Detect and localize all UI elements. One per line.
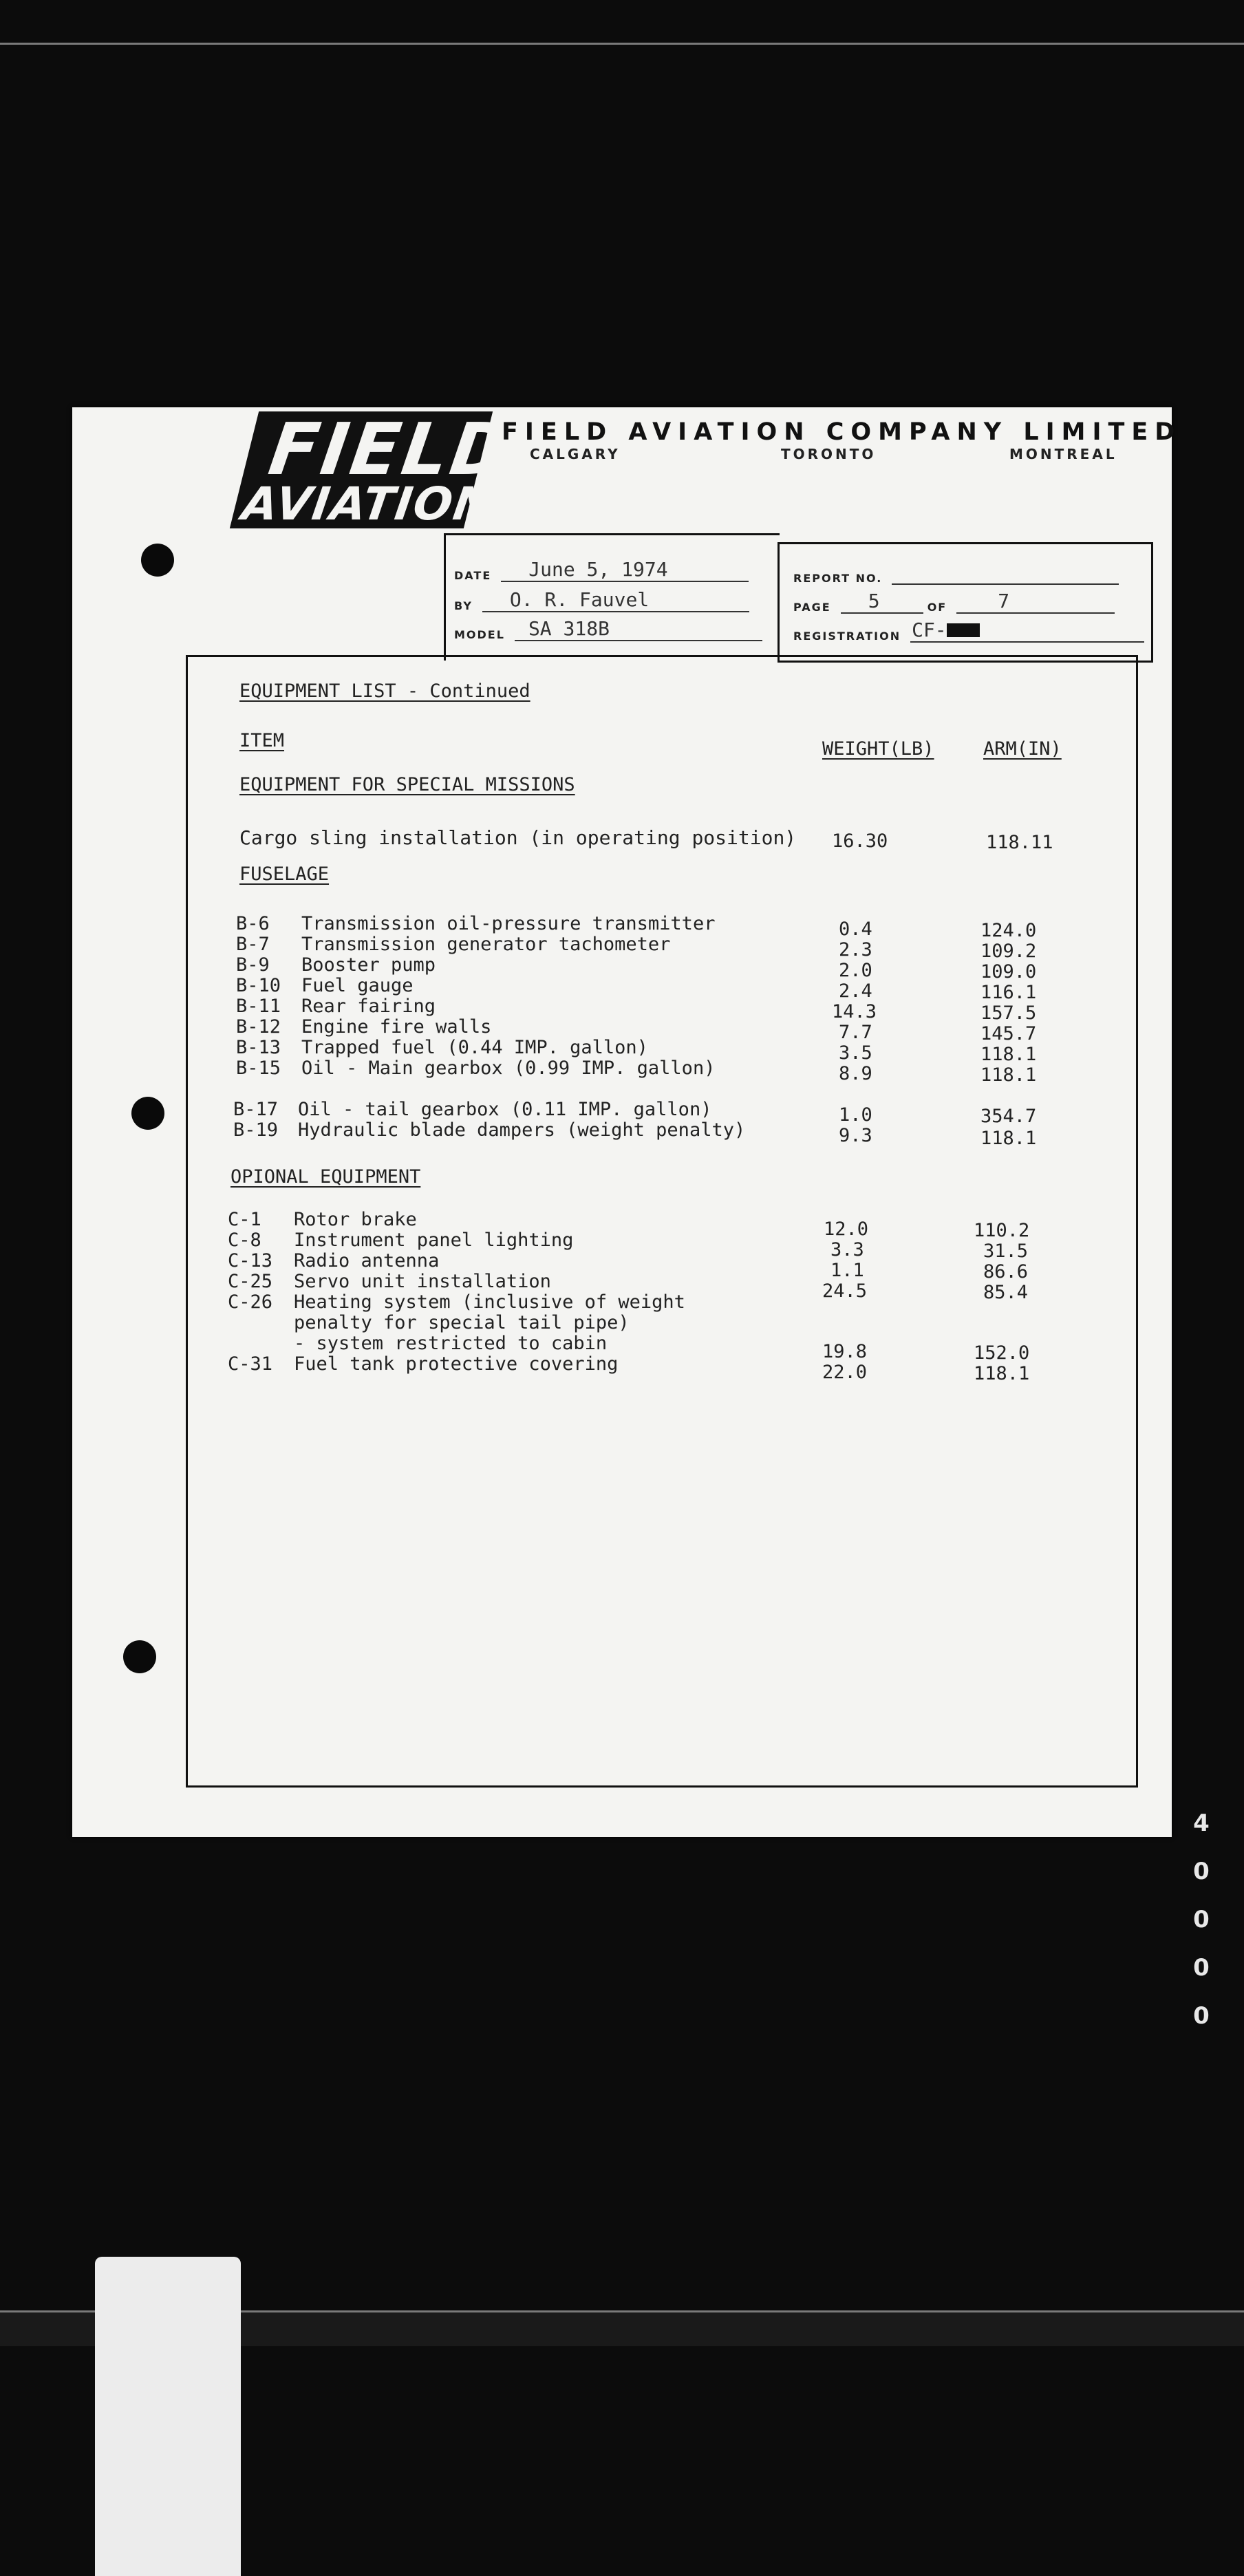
redaction-mark [947,623,980,637]
item-weight: 0.4 [839,919,872,940]
item-code: C-8 [228,1230,261,1251]
item-code: B-6 [236,913,270,934]
item-weight: 2.3 [839,939,872,960]
item-description: Fuel tank protective covering [294,1353,619,1375]
item-description: Engine fire walls [301,1016,492,1038]
frame-digit: 0 [1193,1906,1210,1933]
report-field [793,560,1119,585]
frame-digit: 0 [1193,1858,1210,1885]
item-weight: 3.3 [830,1239,864,1260]
item-arm: 109.2 [980,941,1037,962]
punch-hole-top [141,544,174,577]
column-arm-header: ARM(IN) [983,738,1062,760]
item-weight: 19.8 [822,1341,868,1362]
item-description: Cargo sling installation (in operating position) [239,826,797,849]
item-description: Rotor brake [294,1209,417,1230]
item-code: C-1 [228,1209,261,1230]
section-heading: OPIONAL EQUIPMENT [230,1166,421,1188]
column-weight-header: WEIGHT(LB) [822,738,934,760]
city-calgary: CALGARY [530,446,621,462]
page-label: PAGE [793,601,831,614]
item-description: Servo unit installation [294,1271,551,1292]
frame-digit: 0 [1193,2002,1210,2030]
item-arm: 152.0 [974,1342,1030,1364]
city-montreal: MONTREAL [1009,446,1117,462]
item-weight: 8.9 [839,1063,872,1084]
item-arm: 109.0 [980,961,1037,983]
item-arm: 157.5 [980,1002,1037,1024]
item-arm: 118.1 [980,1128,1037,1149]
item-arm: 116.1 [980,982,1037,1003]
item-code: B-9 [236,954,270,976]
item-arm: 354.7 [980,1106,1037,1127]
film-frame-number [1188,1810,1215,2030]
section-heading: EQUIPMENT FOR SPECIAL MISSIONS [239,774,575,795]
punch-hole-middle [131,1097,164,1130]
item-description: Rear fairing [301,996,436,1017]
item-code: B-17 [233,1099,279,1120]
item-code: B-12 [236,1016,281,1038]
report-value [892,560,1119,585]
of-value: 7 [956,589,1115,614]
item-code: B-10 [236,975,281,996]
item-weight: 2.4 [839,980,872,1002]
item-description: Oil - Main gearbox (0.99 IMP. gallon) [301,1058,716,1079]
punch-hole-bottom [123,1640,156,1673]
list-title: EQUIPMENT LIST - Continued [239,680,530,702]
date-label: DATE [454,569,492,582]
item-code: B-11 [236,996,281,1017]
company-name: FIELD AVIATION COMPANY LIMITED [502,418,1182,446]
item-weight: 3.5 [839,1042,872,1064]
model-field [454,616,762,641]
item-code: C-25 [228,1271,273,1292]
item-code: C-31 [228,1353,273,1375]
item-code: B-13 [236,1037,281,1058]
item-arm: 118.1 [974,1363,1030,1384]
item-arm: 85.4 [983,1282,1029,1303]
item-description: Instrument panel lighting [294,1230,574,1251]
section-heading: FUSELAGE [239,863,330,885]
item-code: B-7 [236,934,270,955]
frame-digit: 4 [1193,1810,1210,1837]
by-label: BY [454,599,473,612]
item-weight: 16.30 [832,830,888,852]
registration-label: REGISTRATION [793,630,901,643]
item-arm: 110.2 [974,1220,1030,1241]
item-description: Heating system (inclusive of weight [294,1291,685,1313]
item-weight: 9.3 [839,1125,872,1146]
item-arm: 118.1 [980,1044,1037,1065]
item-description: Hydraulic blade dampers (weight penalty) [298,1119,746,1141]
item-description: Radio antenna [294,1250,440,1271]
item-description: Oil - tail gearbox (0.11 IMP. gallon) [298,1099,712,1120]
item-description: penalty for special tail pipe) [294,1312,630,1333]
item-weight: 14.3 [832,1001,877,1022]
logo-aviation-text: AVIATION [239,477,497,530]
page-field [793,589,1115,614]
item-code: C-13 [228,1250,273,1271]
equipment-list-box [186,655,1138,1788]
item-description: Booster pump [301,954,436,976]
film-edge-top [0,43,1244,45]
item-description: Fuel gauge [301,975,414,996]
item-arm: 124.0 [980,920,1037,941]
item-weight: 12.0 [824,1219,869,1240]
item-description: Trapped fuel (0.44 IMP. gallon) [301,1037,648,1058]
item-weight: 1.1 [830,1260,864,1281]
company-logo [230,407,519,530]
item-arm: 118.1 [980,1064,1037,1086]
item-arm: 86.6 [983,1261,1029,1282]
by-field [454,588,749,612]
item-arm: 145.7 [980,1023,1037,1044]
date-value: June 5, 1974 [501,557,749,582]
page-value: 5 [841,589,923,614]
report-label: REPORT NO. [793,572,883,585]
registration-value-line [910,618,1144,643]
item-weight: 24.5 [822,1280,868,1302]
item-weight: 1.0 [839,1104,872,1126]
item-description: Transmission oil-pressure transmitter [301,913,716,934]
logo-field-text: FIELD [264,407,519,491]
registration-field [793,618,1144,643]
registration-value: CF- [912,619,947,641]
film-leader-block [95,2257,241,2576]
item-arm: 31.5 [983,1241,1029,1262]
by-value: O. R. Fauvel [482,588,749,612]
item-code: B-15 [236,1058,281,1079]
item-weight: 22.0 [822,1362,868,1383]
item-code: B-19 [233,1119,279,1141]
frame-digit: 0 [1193,1954,1210,1982]
item-arm: 118.11 [986,832,1053,853]
column-item-header: ITEM [239,730,285,751]
item-code: C-26 [228,1291,273,1313]
item-weight: 7.7 [839,1022,872,1043]
item-description: - system restricted to cabin [294,1333,608,1354]
date-field [454,557,749,582]
city-toronto: TORONTO [781,446,877,462]
model-value: SA 318B [515,616,762,641]
item-description: Transmission generator tachometer [301,934,671,955]
model-label: MODEL [454,628,505,641]
item-weight: 2.0 [839,960,872,981]
of-label: OF [927,601,947,614]
